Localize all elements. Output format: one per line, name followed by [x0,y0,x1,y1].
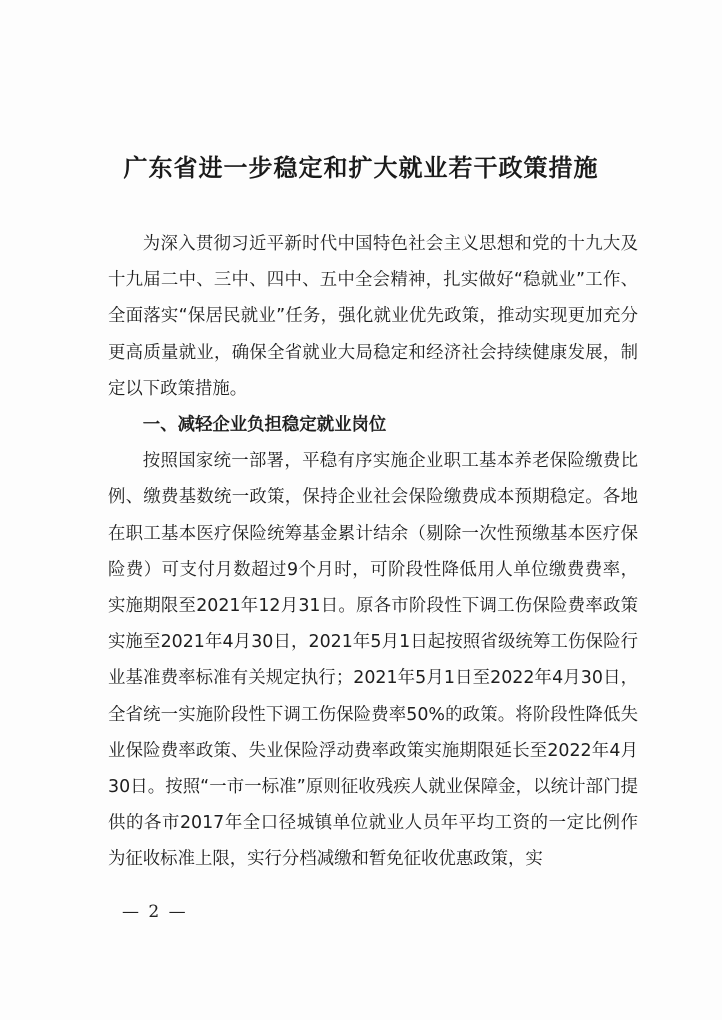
section-paragraph: 按照国家统一部署，平稳有序实施企业职工基本养老保险缴费比例、缴费基数统一政策，保持企业社会保险缴费成本预期稳定。各地在职工基本医疗保险统筹基金累计结余（剔除一次性预缴基本医疗保险费）可支付月数超过9个月时，可阶段性降低用人单位缴费费率，实施期限至2021年12月31日。原各市阶段性下调工伤保险费率政策实施至2021年4月30日，2021年5月1日起按照省级统筹工伤保险行业基准费率标准有关规定执行；2021年5月1日至2022年4月30日，全省统一实施阶段性下调工伤保险费率50%的政策。将阶段性降低失业保险费率政策、失业保险浮动费率政策实施期限延长至2022年4月30日。按照“一市一标准”原则征收残疾人就业保障金，以统计部门提供的各市2017年全口径城镇单位就业人员年平均工资的一定比例作为征收标准上限，实行分档减缴和暂免征收优惠政策，实 [108,451,638,870]
document-body [108,226,638,878]
intro-paragraph: 为深入贯彻习近平新时代中国特色社会主义思想和党的十九大及十九届二中、三中、四中、五中全会精神，扎实做好“稳就业”工作、全面落实“保居民就业”任务，强化就业优先政策，推动实现更加充分更高质量就业，确保全省就业大局稳定和经济社会持续健康发展，制定以下政策措施。 [108,234,638,399]
section-heading: 一、减轻企业负担稳定就业岗位 [142,415,387,436]
document-title: 广东省进一步稳定和扩大就业若干政策措施 [123,153,599,182]
page-number: — 2 — [122,902,188,922]
